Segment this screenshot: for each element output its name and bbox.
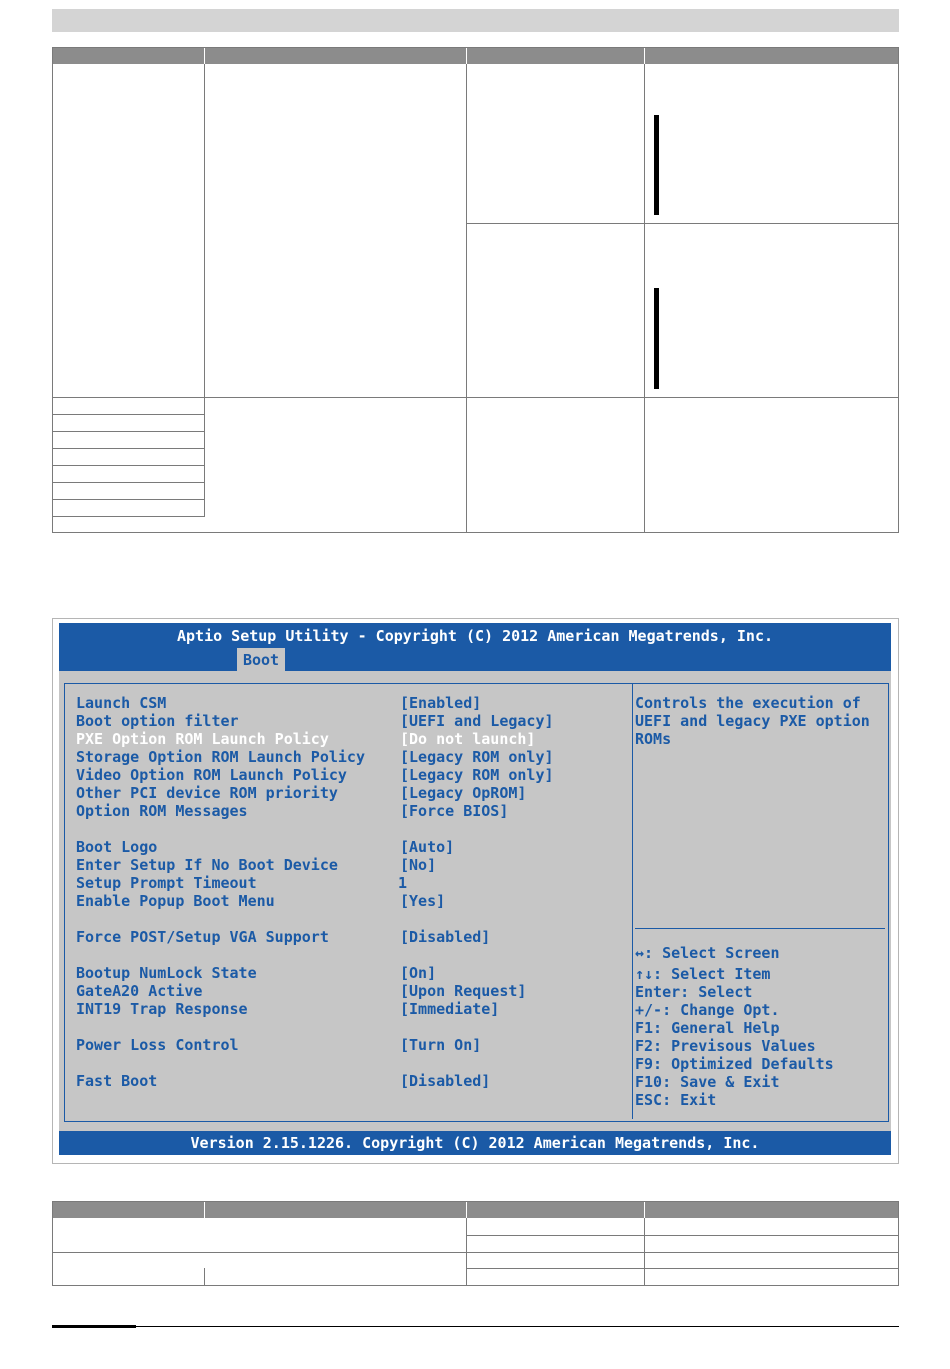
key-help-line: +/-: Change Opt.	[635, 1001, 780, 1019]
bios-setup-screen	[59, 623, 891, 1155]
header-separator	[204, 48, 205, 64]
header-separator	[466, 48, 467, 64]
top-table-header-row	[53, 48, 898, 64]
tab-boot[interactable]: Boot	[237, 648, 285, 672]
key-help-line: Enter: Select	[635, 983, 753, 1001]
setting-label[interactable]: Force POST/Setup VGA Support	[76, 928, 329, 946]
sub-row-divider	[53, 448, 205, 449]
key-help-line: ESC: Exit	[635, 1091, 717, 1109]
setting-value[interactable]: [Legacy OpROM]	[400, 784, 527, 802]
footer-rule	[52, 1325, 136, 1328]
setting-value[interactable]: [UEFI and Legacy]	[400, 712, 554, 730]
setting-label[interactable]: GateA20 Active	[76, 982, 203, 1000]
row-divider	[466, 223, 899, 224]
bios-footer: Version 2.15.1226. Copyright (C) 2012 American Megatrends, Inc.	[59, 1131, 891, 1155]
key-help-line: ↔: Select Screen	[635, 944, 780, 962]
setting-label[interactable]: Boot option filter	[76, 712, 239, 730]
header-separator	[466, 1202, 467, 1218]
setting-value[interactable]: [Disabled]	[400, 928, 491, 946]
setting-label[interactable]: Fast Boot	[76, 1072, 158, 1090]
setting-label[interactable]: Boot Logo	[76, 838, 158, 856]
setting-label[interactable]: Other PCI device ROM priority	[76, 784, 338, 802]
setting-value[interactable]: [Turn On]	[400, 1036, 482, 1054]
sub-row-divider	[53, 431, 205, 432]
sub-row-divider	[53, 482, 205, 483]
column-divider	[644, 64, 645, 532]
row-divider	[466, 1268, 899, 1269]
column-divider	[204, 1268, 205, 1285]
setting-value[interactable]: [No]	[400, 856, 437, 874]
setting-label[interactable]: Video Option ROM Launch Policy	[76, 766, 347, 784]
header-separator	[204, 1202, 205, 1218]
bottom-table-header-row	[53, 1202, 898, 1218]
setting-label[interactable]: Launch CSM	[76, 694, 167, 712]
setting-label[interactable]: Setup Prompt Timeout	[76, 874, 257, 892]
column-divider	[204, 64, 205, 398]
key-help-line: F2: Previsous Values	[635, 1037, 816, 1055]
sub-row-edge	[204, 398, 205, 517]
top-table	[52, 47, 899, 533]
key-help-line: F9: Optimized Defaults	[635, 1055, 834, 1073]
setting-value[interactable]: [Legacy ROM only]	[400, 748, 554, 766]
column-divider	[466, 64, 467, 532]
setting-label[interactable]: Bootup NumLock State	[76, 964, 257, 982]
column-divider	[204, 1218, 205, 1252]
setting-value-selected[interactable]: [Do not launch]	[400, 730, 536, 748]
sub-row-divider	[53, 414, 205, 415]
setting-value[interactable]: [Enabled]	[400, 694, 482, 712]
setting-label-selected[interactable]: PXE Option ROM Launch Policy	[76, 730, 329, 748]
bios-main-panel	[64, 683, 889, 1122]
marker-bar	[654, 288, 659, 389]
setting-value[interactable]: [Upon Request]	[400, 982, 527, 1000]
setting-value[interactable]: [Immediate]	[400, 1000, 500, 1018]
help-panel-divider	[632, 684, 633, 1119]
key-help-line: ↑↓: Select Item	[635, 965, 771, 983]
setting-label[interactable]: Enter Setup If No Boot Device	[76, 856, 338, 874]
row-divider	[53, 397, 899, 398]
bios-title: Aptio Setup Utility - Copyright (C) 2012 American Megatrends, Inc.	[176, 627, 774, 645]
item-help-line: ROMs	[635, 730, 672, 748]
setting-value[interactable]: 1	[398, 874, 408, 892]
header-separator	[644, 48, 645, 64]
sub-row-divider	[53, 465, 205, 466]
header-separator	[644, 1202, 645, 1218]
row-divider	[466, 1235, 899, 1236]
row-divider	[53, 1252, 899, 1253]
setting-value[interactable]: [Force BIOS]	[400, 802, 509, 820]
sub-row-divider	[53, 499, 205, 500]
setting-label[interactable]: INT19 Trap Response	[76, 1000, 248, 1018]
help-separator	[635, 928, 885, 929]
key-help-line: F1: General Help	[635, 1019, 780, 1037]
key-help-line: F10: Save & Exit	[635, 1073, 780, 1091]
setting-value[interactable]: [Disabled]	[400, 1072, 491, 1090]
setting-value[interactable]: [Auto]	[400, 838, 455, 856]
page-header-bar	[52, 9, 899, 32]
bios-title-bar	[59, 623, 891, 671]
setting-value[interactable]: [Legacy ROM only]	[400, 766, 554, 784]
setting-label[interactable]: Storage Option ROM Launch Policy	[76, 748, 365, 766]
item-help-line: UEFI and legacy PXE option	[635, 712, 870, 730]
marker-bar	[654, 115, 659, 215]
item-help-line: Controls the execution of	[635, 694, 861, 712]
setting-value[interactable]: [On]	[400, 964, 437, 982]
bottom-table	[52, 1201, 899, 1286]
setting-value[interactable]: [Yes]	[400, 892, 446, 910]
setting-label[interactable]: Option ROM Messages	[76, 802, 248, 820]
footer-rule	[136, 1326, 899, 1327]
setting-label[interactable]: Power Loss Control	[76, 1036, 239, 1054]
setting-label[interactable]: Enable Popup Boot Menu	[76, 892, 275, 910]
sub-row-divider	[53, 516, 205, 517]
